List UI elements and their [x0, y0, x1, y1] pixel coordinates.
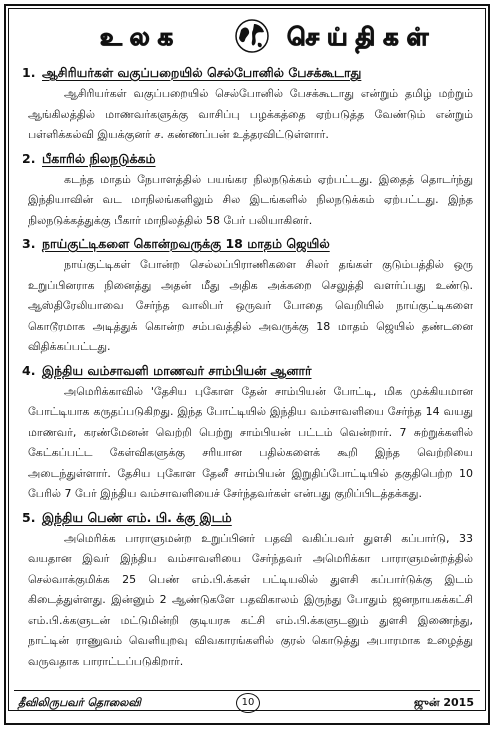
- news-number: 5.: [22, 509, 36, 525]
- page-footer: [14, 690, 480, 715]
- news-heading: [22, 235, 475, 253]
- news-number: 3.: [22, 236, 36, 251]
- news-body: ஆசிரியர்கள் வகுப்பறையில் செல்போனில் பேசக்கூடாது என்றும் தமிழ் மற்றும் ஆங்கிலத்தில் மாணவர்களுக்கு வாசிப்பு பழக்கத்தை ஏற்படுத்த வேண்டும் என்றும் பள்ளிக்கல்வி இயக்குனர் ச. கண்ணப்பன் உத்தரவிட்டுள்ளார்.: [28, 87, 473, 141]
- news-heading: [22, 509, 475, 527]
- news-body: அமெரிக்காவில் 'தேசிய புகோள தேன் சாம்பியன் போட்டி, மிக முக்கியமான போட்டியாக கருதப்படுகிறது. இந்த போட்டியில் இந்திய வம்சாவளியை சேர்ந்த 14 வயது மாணவர், கரண்மேனன் வெற்றி பெற்று சாம்பியன் பட்டம் வென்றார். 7 சுற்றுக்களில் கேட்கப்பட்ட கேள்விகளுக்கு சரியான பதில்களைக் கூறி இந்த வெற்றியை அடைந்துள்ளார். தேசிய புகோள தேனீ சாம்பியன் இறுதிப்போட்டியில் தகுதிபெற்ற 10 பேரில் 7 பேர் இந்திய வம்சாவளியைச் சேர்ந்தவர்கள் என்பது குறிப்பிடத்தக்கது.: [28, 384, 473, 500]
- news-title: ஆசிரியர்கள் வகுப்பறையில் செல்போனில் பேசக்கூடாது: [42, 65, 362, 80]
- news-item: [20, 362, 475, 505]
- news-heading: [22, 64, 475, 82]
- news-number: 1.: [22, 65, 36, 80]
- page-header: [12, 12, 482, 62]
- header-title-left: உலக: [100, 22, 182, 51]
- footer-publication: தீவிலிருபவர் தொலைவி: [18, 696, 141, 709]
- news-heading: [22, 150, 475, 168]
- news-item: [20, 235, 475, 358]
- news-item: [20, 509, 475, 673]
- news-title: பீகாரில் நிலநடுக்கம்: [42, 150, 156, 166]
- news-body: நாய்குட்டிகள் போன்ற செல்லப்பிராணிகளை சிலர் தங்கள் குடும்பத்தில் ஒரு உறுப்பினராக நினைத்து அதன் மீது அதிக அக்கறை செலுத்தி வளர்ப்பது உண்டு. ஆஸ்திரேலியாவை சேர்ந்த வாலிபர் ஒருவர் போதை வெறியில் நாய்குட்டிகளை கொடூரமாக அடித்துக் கொன்ற சம்பவத்தில் அவருக்கு 18 மாதம் ஜெயில் தண்டனை விதிக்கப்பட்டது.: [28, 258, 473, 353]
- page-number: 10: [236, 693, 260, 713]
- header-title-right: செய்திகள்: [287, 22, 437, 51]
- news-title: இந்திய பெண் எம். பி. க்கு இடம்: [42, 509, 232, 525]
- news-body: கடந்த மாதம் நேபாளத்தில் பயங்கர நிலநடுக்கம் ஏற்பட்டது. இதைத் தொடர்ந்து இந்தியாவின் வட மாநிலங்களிலும் சில இடங்களில் நிலநடுக்கம் ஏற்பட்டது. இந்த நிலநடுக்கத்துக்கு பீகார் மாநிலத்தில் 58 பேர் பலியாகினர்.: [28, 172, 473, 227]
- news-number: 2.: [22, 150, 36, 166]
- news-title: இந்திய வம்சாவளி மாணவர் சாம்பியன் ஆனார்: [42, 362, 312, 378]
- news-list: [20, 64, 475, 676]
- footer-date: ஜுன் 2015: [413, 696, 474, 709]
- globe-icon: [234, 18, 270, 54]
- news-heading: [22, 362, 475, 380]
- news-item: [20, 64, 475, 146]
- news-body: அமெரிக்க பாராளுமன்ற உறுப்பினர் பதவி வகிப்பவர் துளசி கப்பார்டு, 33 வயதான இவர் இந்திய வம்சாவளியை சேர்ந்தவர் அமெரிக்கா பாராளுமன்றத்தில் செல்வாக்குமிக்க 25 பெண் எம்.பி.க்கள் பட்டியலில் துளசி கப்பார்டுக்கு இடம் கிடைத்துள்ளது. இன்னும் 2 ஆண்டுகளே பதவிகாலம் இருந்து போதும் ஜனநாயகக்கட்சி எம்.பி.க்களுடன் மட்டுமின்றி குடியரசு கட்சி எம்.பி.க்களுடனும் துளசி இணைந்து, நாட்டின் ராணுவம் வெளியுறவு விவகாரங்களில் குரல் கொடுத்து அபாரமாக உழைத்து வருவதாக பாராட்டப்படுகிறார்.: [28, 531, 473, 668]
- news-item: [20, 150, 475, 232]
- news-title: நாய்குட்டிகளை கொன்றவருக்கு 18 மாதம் ஜெயில்: [42, 236, 330, 251]
- news-number: 4.: [22, 362, 36, 378]
